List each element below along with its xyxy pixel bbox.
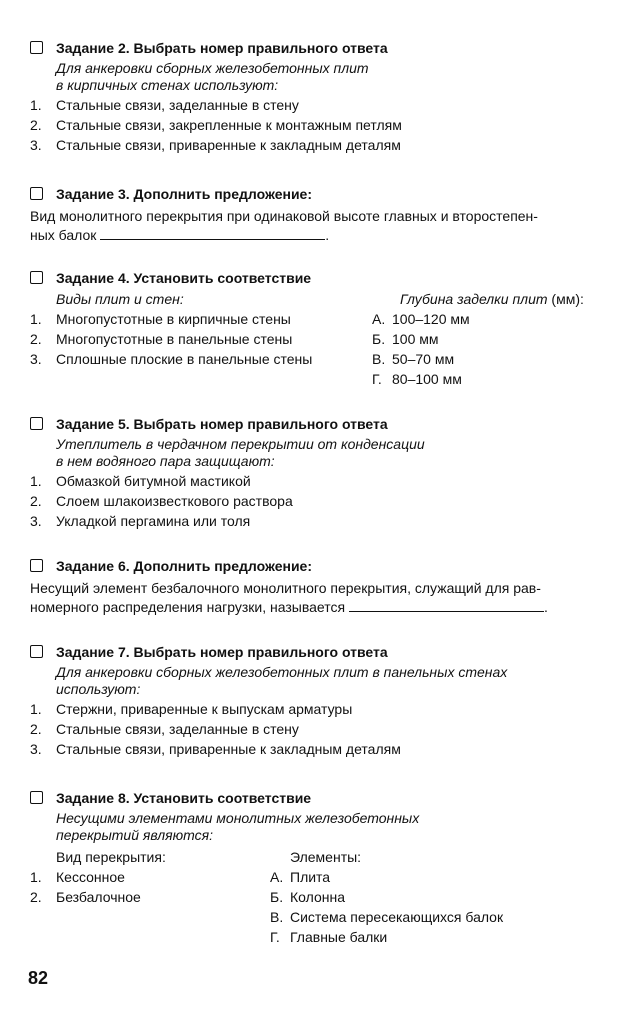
- task-7-title: Задание 7. Выбрать номер правильного ответа: [56, 644, 388, 660]
- checkbox-icon[interactable]: [30, 791, 43, 804]
- list-item: Б. 100 мм: [372, 331, 439, 347]
- list-item: 1. Стальные связи, заделанные в стену: [30, 97, 299, 113]
- list-item: 1. Обмазкой битумной мастикой: [30, 473, 251, 489]
- task-2: [30, 38, 610, 155]
- list-item: А. 100–120 мм: [372, 311, 470, 327]
- task-8-question: Несущими элементами монолитных железобетонных перекрытий являются:: [56, 810, 420, 843]
- task-7-question: Для анкеровки сборных железобетонных плит в панельных стенах используют:: [56, 664, 508, 697]
- task-2-title: Задание 2. Выбрать номер правильного ответа: [56, 40, 388, 56]
- checkbox-icon[interactable]: [30, 559, 43, 572]
- page-number: 82: [28, 968, 49, 988]
- checkbox-icon[interactable]: [30, 417, 43, 430]
- task-6-sentence: Несущий элемент безбалочного монолитного перекрытия, служащий для рав- номерного распределения нагрузки, называется .: [30, 580, 548, 615]
- task-3-header: [30, 184, 610, 204]
- list-item: А. Плита: [270, 869, 331, 885]
- list-item: 2. Слоем шлакоизвесткового раствора: [30, 493, 293, 509]
- task-8-right-column: Элементы: А. Плита Б. Колонна В. Система пересекающихся балок Г. Главные балки: [270, 848, 600, 947]
- checkbox-icon[interactable]: [30, 271, 43, 284]
- task-4-header: [30, 268, 610, 288]
- task-8-left-column: Вид перекрытия: 1. Кессонное 2. Безбалочное: [30, 848, 360, 907]
- task-2-header: [30, 38, 610, 58]
- list-item: Б. Колонна: [270, 889, 345, 905]
- list-item: 1. Кессонное: [30, 869, 125, 885]
- answer-blank[interactable]: [100, 225, 325, 240]
- list-item: 3. Стальные связи, приваренные к закладным деталям: [30, 137, 401, 153]
- list-item: В. 50–70 мм: [372, 351, 455, 367]
- list-item: 3. Укладкой пергамина или толя: [30, 513, 251, 529]
- checkbox-icon[interactable]: [30, 645, 43, 658]
- task-4-left-column: Виды плит и стен: 1. Многопустотные в кирпичные стены 2. Многопустотные в панельные стены 3. Сплошные плоские в панельные стены: [30, 290, 360, 369]
- list-item: Г. Главные балки: [270, 929, 388, 945]
- list-item: 3. Сплошные плоские в панельные стены: [30, 351, 313, 367]
- task-8: [30, 788, 610, 945]
- task-4: [30, 268, 610, 387]
- list-item: 3. Стальные связи, приваренные к закладным деталям: [30, 741, 401, 757]
- list-item: Г. 80–100 мм: [372, 371, 462, 387]
- task-2-options: [30, 95, 610, 155]
- list-item: В. Система пересекающихся балок: [270, 909, 504, 925]
- list-item: 1. Многопустотные в кирпичные стены: [30, 311, 291, 327]
- task-2-question: Для анкеровки сборных железобетонных плит в кирпичных стенах используют:: [56, 60, 369, 93]
- list-item: 2. Стальные связи, закрепленные к монтажным петлям: [30, 117, 402, 133]
- task-3: [30, 184, 610, 244]
- checkbox-icon[interactable]: [30, 187, 43, 200]
- task-5-options: [30, 471, 610, 531]
- task-4-title: Задание 4. Установить соответствие: [56, 270, 312, 286]
- task-5-question: Утеплитель в чердачном перекрытии от конденсации в нем водяного пара защищают:: [56, 436, 425, 469]
- task-8-title: Задание 8. Установить соответствие: [56, 790, 312, 806]
- list-item: 1. Стержни, приваренные к выпускам арматуры: [30, 701, 353, 717]
- task-5-header: [30, 414, 610, 434]
- task-6-header: [30, 556, 610, 576]
- checkbox-icon[interactable]: [30, 41, 43, 54]
- answer-blank[interactable]: [349, 597, 544, 612]
- task-7: [30, 642, 610, 759]
- list-item: 2. Стальные связи, заделанные в стену: [30, 721, 299, 737]
- list-item: 2. Многопустотные в панельные стены: [30, 331, 293, 347]
- task-8-header: [30, 788, 610, 808]
- task-3-title: Задание 3. Дополнить предложение:: [56, 186, 312, 202]
- list-item: 2. Безбалочное: [30, 889, 141, 905]
- task-6: [30, 556, 610, 616]
- task-7-header: [30, 642, 610, 662]
- task-4-right-column: Глубина заделки плит (мм): А. 100–120 мм Б. 100 мм В. 50–70 мм Г. 80–100 мм: [372, 290, 612, 389]
- task-5: [30, 414, 610, 531]
- task-7-options: [30, 699, 610, 759]
- task-5-title: Задание 5. Выбрать номер правильного ответа: [56, 416, 388, 432]
- task-6-title: Задание 6. Дополнить предложение:: [56, 558, 312, 574]
- task-3-sentence: Вид монолитного перекрытия при одинаковой высоте главных и второстепен- ных балок .: [30, 208, 538, 243]
